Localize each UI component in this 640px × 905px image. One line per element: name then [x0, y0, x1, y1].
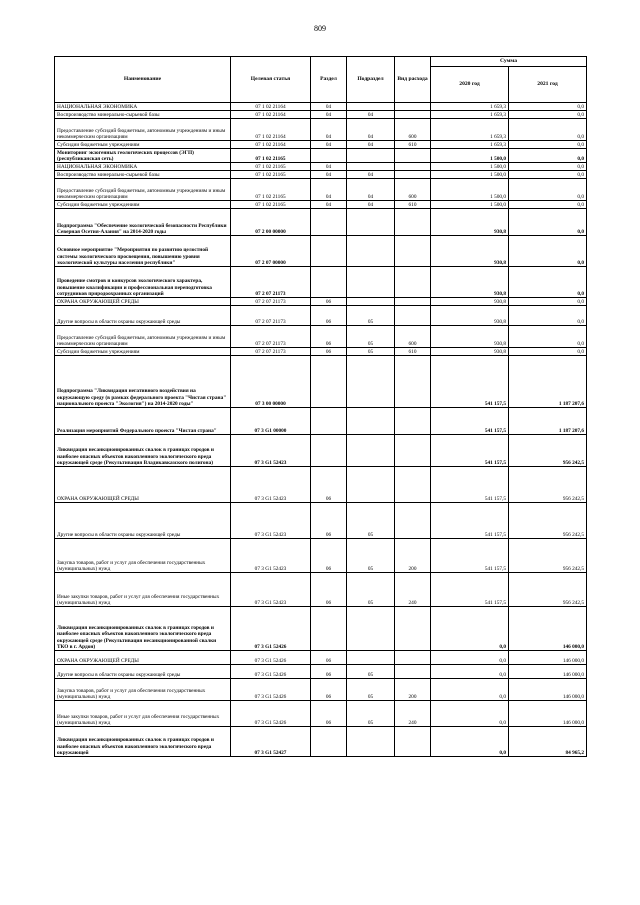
cell-name: Реализация мероприятий Федерального проекта "Чистая страна": [55, 408, 231, 435]
cell-article: 07 3 G1 52423: [231, 435, 311, 467]
cell-name: Воспроизводство минерально-сырьевой базы: [55, 111, 231, 119]
cell-section: 04: [311, 119, 347, 141]
cell-expense-type: [395, 171, 431, 179]
cell-article: 07 3 G1 52423: [231, 539, 311, 573]
cell-2021: 956 242,5: [509, 573, 587, 607]
cell-section: 06: [311, 651, 347, 665]
cell-expense-type: [395, 298, 431, 306]
cell-name: Ликвидация несанкционированных свалок в границах городов и наиболее опасных объектов накопленного экологического вреда окружающей: [55, 727, 231, 757]
cell-subsection: [347, 163, 395, 171]
cell-subsection: 04: [347, 179, 395, 201]
cell-2021: 956 242,5: [509, 435, 587, 467]
table-row: [55, 356, 587, 408]
cell-name: Иные закупки товаров, работ и услуг для обеспечения государственных (муниципальных) нужд: [55, 573, 231, 607]
cell-2021: 0,0: [509, 179, 587, 201]
cell-2020: 930,8: [431, 298, 509, 306]
cell-2020: 0,0: [431, 679, 509, 701]
cell-2021: 146 000,0: [509, 651, 587, 665]
cell-2021: 146 000,0: [509, 701, 587, 727]
cell-expense-type: [395, 503, 431, 539]
header-subsection: Подраздел: [347, 57, 395, 103]
table-row: [55, 119, 587, 141]
table-row: [55, 103, 587, 111]
cell-article: 07 2 07 00000: [231, 236, 311, 267]
cell-name: Субсидии бюджетным учреждениям: [55, 348, 231, 356]
cell-section: 04: [311, 111, 347, 119]
cell-subsection: [347, 467, 395, 503]
cell-2020: 1 659,3: [431, 103, 509, 111]
cell-section: [311, 236, 347, 267]
cell-name: Подпрограмма "Ликвидация негативного воздействия на окружающую среду (в рамках федерального проекта "Чистая страна" национального проекта "Экология") на 2014-2020 годы": [55, 356, 231, 408]
cell-2020: 930,8: [431, 236, 509, 267]
cell-section: 06: [311, 467, 347, 503]
cell-name: Ликвидация несанкционированных свалок в границах городов и наиболее опасных объектов накопленного экологического вреда окружающей среде (Рекультивация Владикавказского полигона): [55, 435, 231, 467]
cell-subsection: [347, 236, 395, 267]
cell-expense-type: [395, 435, 431, 467]
table-row: [55, 149, 587, 163]
cell-section: [311, 149, 347, 163]
cell-section: 06: [311, 665, 347, 679]
cell-subsection: 05: [347, 573, 395, 607]
cell-subsection: [347, 209, 395, 236]
table-row: [55, 665, 587, 679]
table-row: [55, 727, 587, 757]
cell-name: Мониторинг экзогенных геологических процессов (ЭГП) (республиканская сеть): [55, 149, 231, 163]
cell-expense-type: [395, 651, 431, 665]
cell-subsection: 05: [347, 306, 395, 326]
cell-2020: 0,0: [431, 727, 509, 757]
cell-article: 07 3 G1 52426: [231, 665, 311, 679]
table-row: [55, 306, 587, 326]
cell-article: 07 2 07 21173: [231, 267, 311, 298]
cell-2020: 930,8: [431, 326, 509, 348]
cell-2021: 0,0: [509, 348, 587, 356]
table-row: [55, 201, 587, 209]
table-row: [55, 267, 587, 298]
cell-subsection: [347, 103, 395, 111]
table-body: [55, 103, 587, 757]
cell-2021: 146 000,0: [509, 679, 587, 701]
cell-section: 06: [311, 679, 347, 701]
cell-subsection: 04: [347, 119, 395, 141]
cell-section: [311, 727, 347, 757]
cell-section: [311, 209, 347, 236]
table-row: [55, 111, 587, 119]
cell-name: НАЦИОНАЛЬНАЯ ЭКОНОМИКА: [55, 163, 231, 171]
cell-2020: 541 157,5: [431, 503, 509, 539]
cell-2020: 0,0: [431, 607, 509, 651]
cell-2021: 0,0: [509, 209, 587, 236]
header-year-2021: 2021 год: [509, 67, 587, 103]
cell-section: 04: [311, 141, 347, 149]
cell-article: 07 1 02 21165: [231, 163, 311, 171]
table-row: [55, 326, 587, 348]
table-row: [55, 679, 587, 701]
cell-expense-type: [395, 111, 431, 119]
cell-name: Закупка товаров, работ и услуг для обеспечения государственных (муниципальных) нужд: [55, 679, 231, 701]
cell-2020: 541 157,5: [431, 408, 509, 435]
cell-name: Основное мероприятие "Мероприятия по развитию целостной системы экологического просвещения, повышению уровня экологической культуры населения республики": [55, 236, 231, 267]
table-row: [55, 209, 587, 236]
cell-article: 07 2 00 00000: [231, 209, 311, 236]
table-row: [55, 179, 587, 201]
cell-article: 07 1 02 21164: [231, 103, 311, 111]
cell-section: 06: [311, 298, 347, 306]
cell-name: Проведение смотров и конкурсов экологического характера, повышение квалификации и профессиональная переподготовка сотрудников природоохранных организаций: [55, 267, 231, 298]
cell-section: [311, 607, 347, 651]
header-section: Раздел: [311, 57, 347, 103]
cell-subsection: [347, 651, 395, 665]
cell-article: 07 1 02 21165: [231, 171, 311, 179]
cell-subsection: [347, 408, 395, 435]
cell-article: 07 1 02 21164: [231, 119, 311, 141]
cell-subsection: 05: [347, 539, 395, 573]
cell-name: Закупка товаров, работ и услуг для обеспечения государственных (муниципальных) нужд: [55, 539, 231, 573]
cell-section: [311, 408, 347, 435]
cell-section: 04: [311, 201, 347, 209]
cell-subsection: 04: [347, 111, 395, 119]
cell-article: 07 1 02 21165: [231, 201, 311, 209]
cell-2021: 0,0: [509, 171, 587, 179]
cell-section: 06: [311, 573, 347, 607]
cell-2021: 0,0: [509, 163, 587, 171]
cell-section: 04: [311, 179, 347, 201]
cell-2020: 930,8: [431, 209, 509, 236]
cell-article: 07 1 02 21164: [231, 111, 311, 119]
table-row: [55, 171, 587, 179]
cell-subsection: 04: [347, 171, 395, 179]
header-article: Целевая статья: [231, 57, 311, 103]
cell-expense-type: 200: [395, 679, 431, 701]
cell-2021: 0,0: [509, 306, 587, 326]
cell-subsection: [347, 607, 395, 651]
cell-section: 04: [311, 163, 347, 171]
table-row: [55, 573, 587, 607]
cell-2021: 956 242,5: [509, 503, 587, 539]
cell-2021: 0,0: [509, 236, 587, 267]
table-header: [55, 57, 587, 103]
table-row: [55, 539, 587, 573]
cell-expense-type: [395, 727, 431, 757]
cell-section: 04: [311, 103, 347, 111]
cell-2021: 0,0: [509, 149, 587, 163]
table-row: [55, 141, 587, 149]
cell-expense-type: [395, 665, 431, 679]
cell-name: Другие вопросы в области охраны окружающей среды: [55, 306, 231, 326]
cell-2020: 1 659,3: [431, 119, 509, 141]
cell-subsection: 04: [347, 201, 395, 209]
cell-subsection: 05: [347, 503, 395, 539]
cell-name: Подпрограмма "Обеспечение экологической безопасности Республики Северная Осетия-Алания" на 2014-2020 годы: [55, 209, 231, 236]
cell-2020: 0,0: [431, 701, 509, 727]
cell-name: ОХРАНА ОКРУЖАЮЩЕЙ СРЕДЫ: [55, 651, 231, 665]
cell-2021: 0,0: [509, 298, 587, 306]
cell-2020: 541 157,5: [431, 573, 509, 607]
budget-table: [54, 56, 587, 757]
cell-name: Субсидии бюджетным учреждениям: [55, 201, 231, 209]
cell-expense-type: [395, 267, 431, 298]
cell-article: 07 2 07 21173: [231, 306, 311, 326]
table-row: [55, 236, 587, 267]
cell-article: 07 3 G1 00000: [231, 408, 311, 435]
cell-2021: 0,0: [509, 111, 587, 119]
cell-2020: 0,0: [431, 651, 509, 665]
table-row: [55, 607, 587, 651]
cell-expense-type: [395, 103, 431, 111]
cell-article: 07 3 G1 52426: [231, 701, 311, 727]
cell-2021: 0,0: [509, 201, 587, 209]
table-row: [55, 408, 587, 435]
cell-subsection: [347, 727, 395, 757]
cell-section: 06: [311, 539, 347, 573]
cell-section: [311, 356, 347, 408]
cell-article: 07 1 02 21164: [231, 141, 311, 149]
cell-2020: 0,0: [431, 665, 509, 679]
table-row: [55, 651, 587, 665]
table-row: [55, 435, 587, 467]
cell-expense-type: [395, 236, 431, 267]
cell-2021: 0,0: [509, 267, 587, 298]
cell-subsection: 05: [347, 679, 395, 701]
cell-section: 06: [311, 348, 347, 356]
cell-section: [311, 267, 347, 298]
cell-name: Другие вопросы в области охраны окружающей среды: [55, 503, 231, 539]
cell-section: [311, 435, 347, 467]
table-row: [55, 163, 587, 171]
cell-2021: 146 000,0: [509, 665, 587, 679]
cell-2020: 930,8: [431, 267, 509, 298]
cell-name: Иные закупки товаров, работ и услуг для обеспечения государственных (муниципальных) нужд: [55, 701, 231, 727]
cell-2021: 0,0: [509, 326, 587, 348]
cell-2020: 541 157,5: [431, 467, 509, 503]
cell-subsection: 04: [347, 141, 395, 149]
header-year-2020: 2020 год: [431, 67, 509, 103]
cell-2021: 0,0: [509, 119, 587, 141]
cell-article: 07 1 02 21165: [231, 179, 311, 201]
cell-expense-type: [395, 209, 431, 236]
cell-article: 07 3 G1 52426: [231, 679, 311, 701]
cell-article: 07 2 07 21173: [231, 298, 311, 306]
cell-2021: 1 187 207,6: [509, 356, 587, 408]
cell-section: 06: [311, 306, 347, 326]
cell-2021: 146 000,0: [509, 607, 587, 651]
cell-2021: 956 242,5: [509, 539, 587, 573]
cell-expense-type: [395, 149, 431, 163]
table-row: [55, 701, 587, 727]
cell-name: Воспроизводство минерально-сырьевой базы: [55, 171, 231, 179]
table-row: [55, 298, 587, 306]
cell-expense-type: [395, 356, 431, 408]
cell-expense-type: 240: [395, 701, 431, 727]
cell-2020: 1 500,0: [431, 149, 509, 163]
cell-expense-type: [395, 306, 431, 326]
table-row: [55, 503, 587, 539]
cell-2020: 1 500,0: [431, 163, 509, 171]
cell-name: Предоставление субсидий бюджетным, автономным учреждениям и иным некоммерческим организациям: [55, 179, 231, 201]
cell-expense-type: [395, 607, 431, 651]
cell-subsection: [347, 298, 395, 306]
cell-expense-type: 240: [395, 573, 431, 607]
cell-2020: 1 659,3: [431, 141, 509, 149]
cell-subsection: 05: [347, 348, 395, 356]
cell-2021: 956 242,5: [509, 467, 587, 503]
cell-name: Предоставление субсидий бюджетным, автономным учреждениям и иным некоммерческим организациям: [55, 119, 231, 141]
cell-article: 07 2 07 21173: [231, 348, 311, 356]
cell-2021: 0,0: [509, 141, 587, 149]
cell-2020: 1 500,0: [431, 201, 509, 209]
cell-2021: 1 187 207,6: [509, 408, 587, 435]
cell-article: 07 3 G1 52426: [231, 651, 311, 665]
header-sum: Сумма: [431, 57, 587, 67]
cell-section: 04: [311, 171, 347, 179]
cell-subsection: [347, 356, 395, 408]
cell-2020: 930,8: [431, 348, 509, 356]
cell-2021: 84 965,2: [509, 727, 587, 757]
cell-subsection: [347, 435, 395, 467]
cell-expense-type: 600: [395, 119, 431, 141]
cell-article: 07 3 G1 52427: [231, 727, 311, 757]
cell-2020: 541 157,5: [431, 435, 509, 467]
cell-2020: 541 157,5: [431, 539, 509, 573]
cell-2020: 1 659,3: [431, 111, 509, 119]
cell-article: 07 3 G1 52423: [231, 573, 311, 607]
cell-subsection: 05: [347, 326, 395, 348]
cell-section: 06: [311, 326, 347, 348]
header-name: Наименование: [55, 57, 231, 103]
cell-subsection: 05: [347, 701, 395, 727]
cell-name: ОХРАНА ОКРУЖАЮЩЕЙ СРЕДЫ: [55, 298, 231, 306]
cell-section: 06: [311, 503, 347, 539]
cell-2021: 0,0: [509, 103, 587, 111]
table-row: [55, 348, 587, 356]
cell-name: ОХРАНА ОКРУЖАЮЩЕЙ СРЕДЫ: [55, 467, 231, 503]
cell-2020: 1 500,0: [431, 171, 509, 179]
cell-expense-type: 600: [395, 326, 431, 348]
cell-name: Предоставление субсидий бюджетным, автономным учреждениям и иным некоммерческим организациям: [55, 326, 231, 348]
cell-article: 07 2 07 21173: [231, 326, 311, 348]
cell-article: 07 3 G1 52426: [231, 607, 311, 651]
cell-expense-type: [395, 163, 431, 171]
cell-expense-type: 610: [395, 348, 431, 356]
cell-expense-type: [395, 467, 431, 503]
cell-article: 07 3 00 00000: [231, 356, 311, 408]
cell-2020: 541 157,5: [431, 356, 509, 408]
cell-subsection: 05: [347, 665, 395, 679]
cell-expense-type: 610: [395, 201, 431, 209]
page-number: 809: [314, 24, 326, 33]
cell-expense-type: 600: [395, 179, 431, 201]
cell-2020: 930,8: [431, 306, 509, 326]
cell-expense-type: [395, 408, 431, 435]
cell-article: 07 3 G1 52423: [231, 467, 311, 503]
cell-article: 07 3 G1 52423: [231, 503, 311, 539]
cell-expense-type: 610: [395, 141, 431, 149]
cell-section: 06: [311, 701, 347, 727]
cell-2020: 1 500,0: [431, 179, 509, 201]
cell-name: Субсидии бюджетным учреждениям: [55, 141, 231, 149]
cell-article: 07 1 02 21165: [231, 149, 311, 163]
cell-subsection: [347, 267, 395, 298]
cell-name: Другие вопросы в области охраны окружающей среды: [55, 665, 231, 679]
cell-name: Ликвидация несанкционированных свалок в границах городов и наиболее опасных объектов накопленного экологического вреда окружающей среде (Рекультивация несанкционированной свалки ТКО в г. Ардон): [55, 607, 231, 651]
header-expense-type: Вид расхода: [395, 57, 431, 103]
table-row: [55, 467, 587, 503]
cell-subsection: [347, 149, 395, 163]
cell-expense-type: 200: [395, 539, 431, 573]
cell-name: НАЦИОНАЛЬНАЯ ЭКОНОМИКА: [55, 103, 231, 111]
